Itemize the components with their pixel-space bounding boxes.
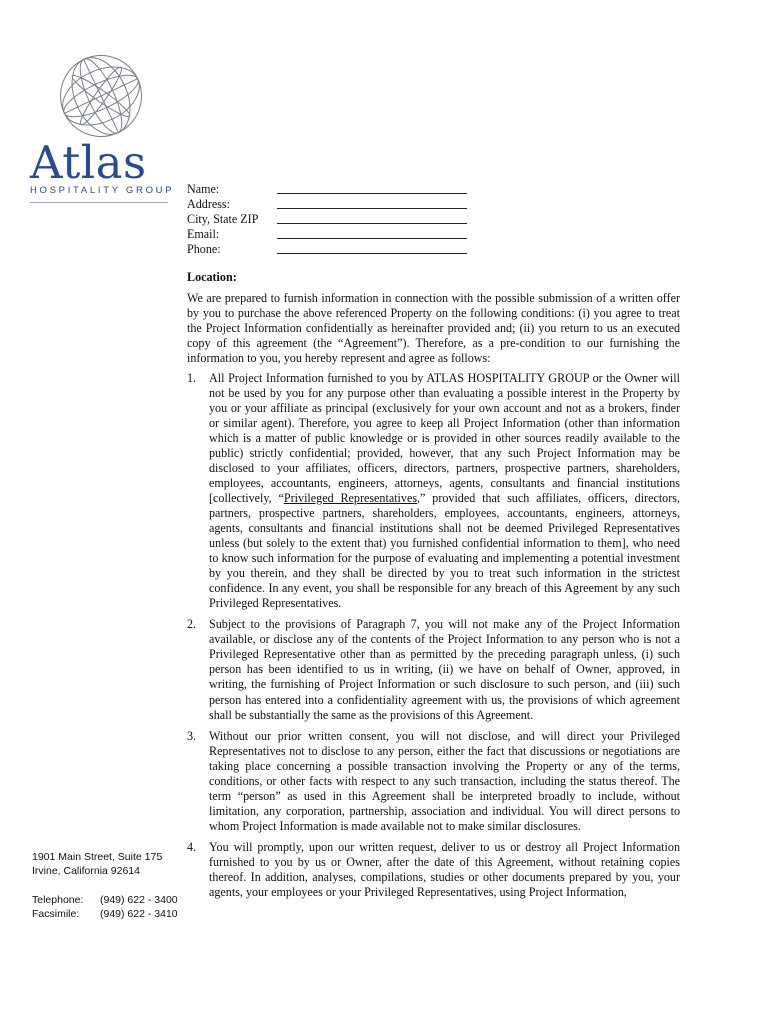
- privileged-representatives-term: Privileged Representatives: [283, 490, 418, 505]
- address-label: Address:: [187, 197, 230, 212]
- item-text: Subject to the provisions of Paragraph 7, you will not make any of the Project Information available, or disclose any of the contents of the Project Information to any person who is not a Privileged Representative other than as permitted by the preceding paragraph unless, (i) such person has been identified to us in writing, (ii) we have on behalf of Owner, approved, in writing, the furnishing of Project Information or such disclosure to such person, and (iii) such person has entered into a confidentiality agreement with us, the provisions of which agreement shall be substantially the same as the provisions of this Agreement.: [209, 617, 680, 722]
- email-label: Email:: [187, 227, 220, 242]
- list-item: [187, 371, 680, 612]
- telephone-label: Telephone:: [32, 894, 84, 906]
- logo-divider: [30, 202, 168, 203]
- list-item: [187, 840, 680, 900]
- item-text: All Project Information furnished to you by ATLAS HOSPITALITY GROUP or the Owner will not be used by you for any purpose other than evaluating a possible interest in the Property by you or your affiliate as principal (exclusively for your own account and not as a brokers, finder or similar agent). Therefore, you agree to keep all Project Information (other than information which is a matter of public knowledge or is provided in other sources readily available to the public) strictly confidential; provided, however, that any such Project Information may be disclosed to your affiliates, officers, directors, partners, prospective partners, shareholders, employees, accountants, engineers, attorneys, agents, consultants and financial institutions [collectively, “Privileged Representatives,” provided that such affiliates, officers, directors, partners, prospective partners, shareholders, employees, accountants, engineers, attorneys, agents, consultants and financial institutions shall not be deemed Privileged Representatives unless (but solely to the extent that) you furnished confidential information to them], who need to know such information for the purpose of evaluating and implementing a potential investment by you therein, and they shall be directed by you to treat such information in the strictest confidence. In any event, you shall be responsible for any breach of this Agreement by any such Privileged Representatives.: [209, 370, 680, 611]
- item-number: 2.: [187, 617, 197, 632]
- address-line-1: 1901 Main Street, Suite 175: [32, 851, 163, 863]
- facsimile-row: [32, 907, 178, 921]
- facsimile-label: Facsimile:: [32, 908, 80, 920]
- item-text: Without our prior written consent, you will not disclose, and will direct your Privileged Representatives not to disclose to any person, either the fact that discussions or negotiations are taking place concerning a possible transaction involving the Property or any of the terms, conditions, or other facts with respect to any such transaction, including the status thereof. The term “person” as used in this Agreement shall be interpreted broadly to include, without limitation, any corporation, partnership, association and individual. You will direct persons to whom Project Information is made available not to make similar disclosures.: [209, 728, 680, 833]
- intro-paragraph: We are prepared to furnish information in connection with the possible submission of a written offer by you to purchase the above referenced Property on the following conditions: (i) you agree to treat the Project Information confidentially as hereinafter provided and; (ii) you return to us an executed copy of this agreement (the “Agreement”). Therefore, as a pre-condition to our furnishing the information to you, you hereby represent and agree as follows:: [187, 291, 680, 366]
- facsimile-value: (949) 622 - 3410: [100, 908, 178, 920]
- item-number: 3.: [187, 728, 197, 743]
- logo-wordmark: Atlas: [30, 136, 147, 189]
- agreement-body: [187, 182, 680, 906]
- address-line-2: Irvine, California 92614: [32, 865, 140, 877]
- logo-subtitle: HOSPITALITY GROUP: [30, 185, 175, 196]
- city-state-zip-field[interactable]: [277, 212, 467, 224]
- phone-label: Phone:: [187, 242, 221, 257]
- name-label: Name:: [187, 182, 220, 196]
- item-text: You will promptly, upon our written request, deliver to us or destroy all Project Information furnished to you by us or Owner, after the date of this Agreement, without retaining copies thereof. In addition, analyses, compilations, studies or other documents prepared by you, your agents, your employees or your Privileged Representatives, using Project Information,: [209, 839, 680, 900]
- list-item: [187, 617, 680, 722]
- conditions-list: [187, 371, 680, 901]
- address-field[interactable]: [277, 197, 467, 209]
- location-heading: Location:: [187, 270, 237, 285]
- list-item: [187, 729, 680, 834]
- item-number: 1.: [187, 370, 197, 385]
- telephone-value: (949) 622 - 3400: [100, 894, 178, 906]
- phone-field[interactable]: [277, 242, 467, 254]
- contact-form-fields: [187, 182, 680, 257]
- item-number: 4.: [187, 839, 197, 854]
- name-field[interactable]: [277, 182, 467, 194]
- telephone-row: [32, 893, 178, 907]
- letterhead-sidebar: [0, 0, 180, 1024]
- email-field[interactable]: [277, 227, 467, 239]
- globe-logo-icon: [55, 50, 147, 142]
- contact-block: [32, 850, 178, 921]
- city-state-zip-label: City, State ZIP: [187, 212, 259, 227]
